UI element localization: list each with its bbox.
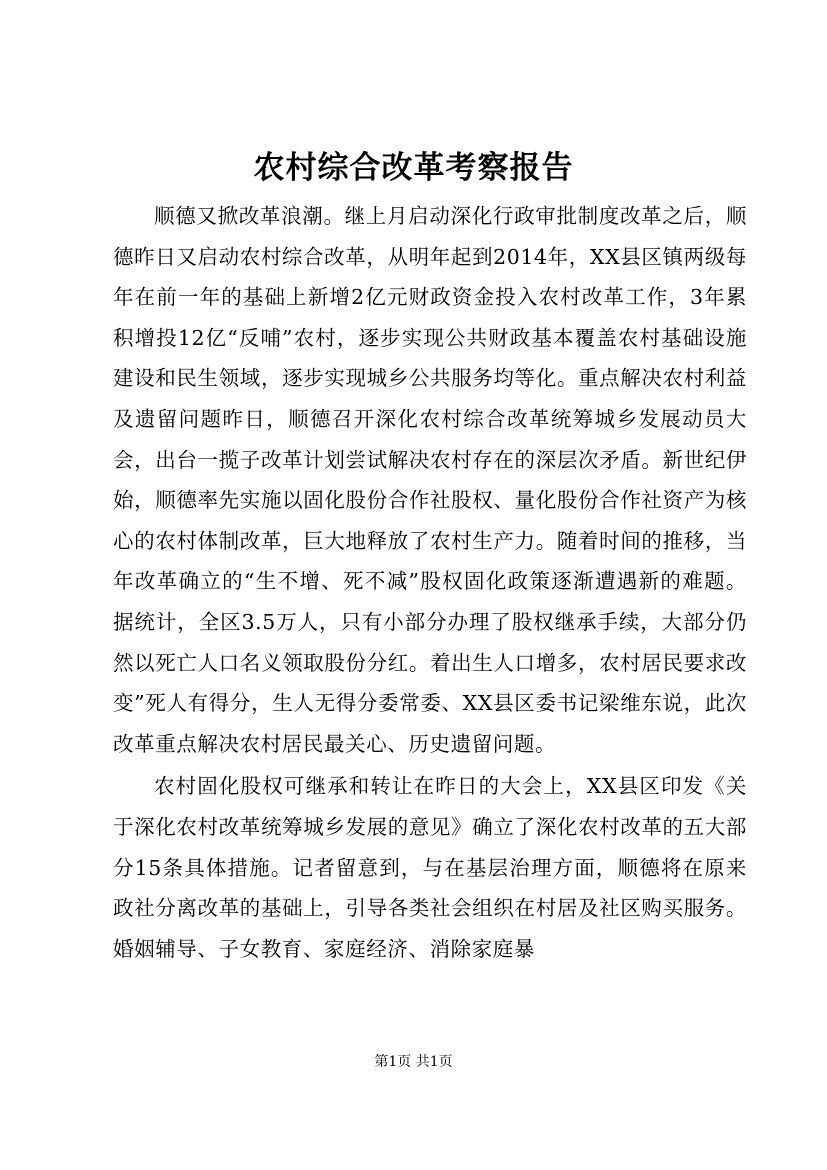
paragraph-2: 农村固化股权可继承和转让在昨日的大会上，XX县区印发《关于深化农村改革统筹城乡发展的意见》确立了深化农村改革的五大部分15条具体措施。记者留意到，与在基层治理方面，顺德将在原来政社分离改革的基础上，引导各类社会组织在村居及社区购买服务。婚姻辅导、子女教育、家庭经济、消除家庭暴 [113,774,747,961]
document-title: 农村综合改革考察报告 [253,150,574,186]
page-footer: 第1页 共1页 [374,1054,453,1070]
paragraph-1: 顺德又掀改革浪潮。继上月启动深化行政审批制度改革之后，顺德昨日又启动农村综合改革，从明年起到2014年，XX县区镇两级每年在前一年的基础上新增2亿元财政资金投入农村改革工作，3年累积增投12亿“反哺”农村，逐步实现公共财政基本覆盖农村基础设施建设和民生领域，逐步实现城乡公共服务均等化。重点解决农村利益及遗留问题昨日，顺德召开深化农村综合改革统筹城乡发展动员大会，出台一揽子改革计划尝试解决农村存在的深层次矛盾。新世纪伊始，顺德率先实施以固化股份合作社股权、量化股份合作社资产为核心的农村体制改革，巨大地释放了农村生产力。随着时间的推移，当年改革确立的“生不增、死不减”股权固化政策逐渐遭遇新的难题。据统计，全区3.5万人，只有小部分办理了股权继承手续，大部分仍然以死亡人口名义领取股份分红。着出生人口增多，农村居民要求改变”死人有得分，生人无得分委常委、XX县区委书记梁维东说，此次改革重点解决农村居民最关心、历史遗留问题。 [113,204,747,756]
document-body [113,196,747,969]
